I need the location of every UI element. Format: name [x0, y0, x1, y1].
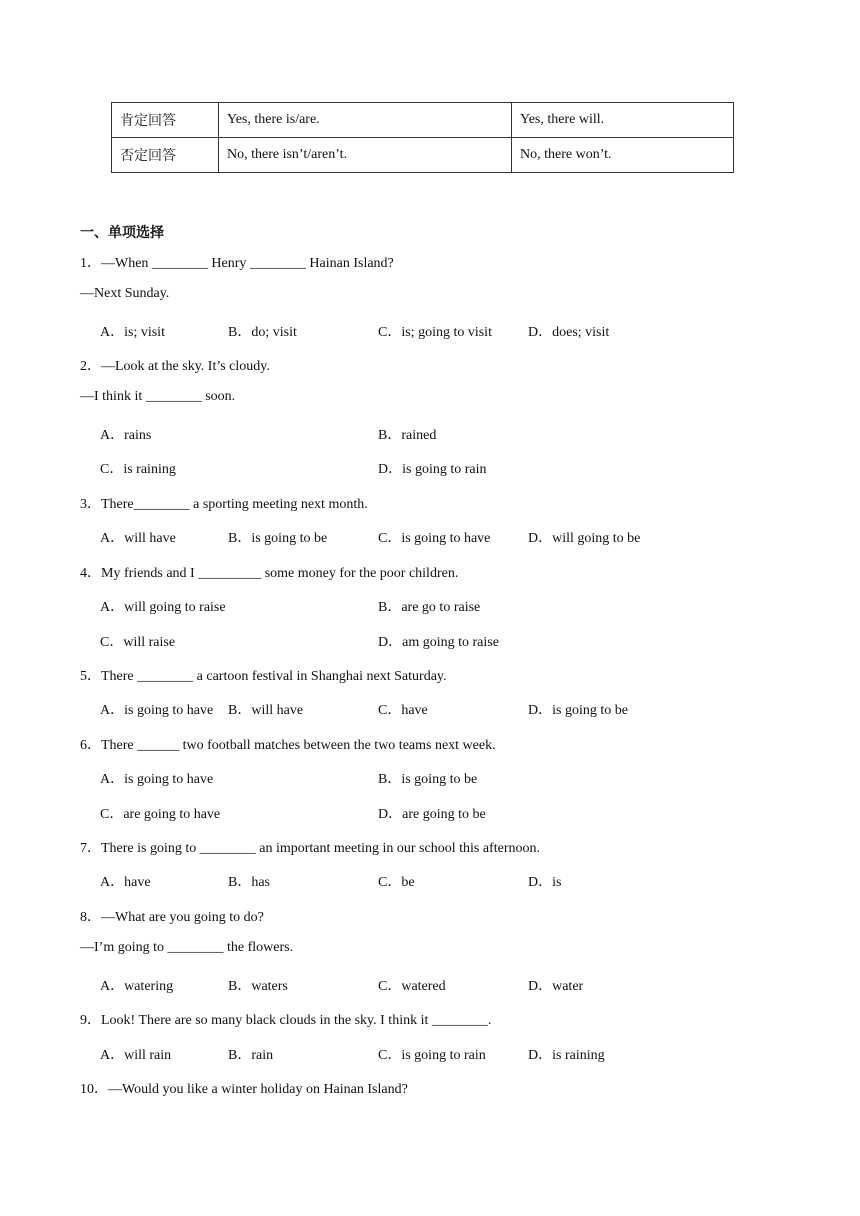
question-4-stem: 4．My friends and I _________ some money for the poor children. — [80, 566, 459, 581]
question-6-option-a[interactable]: A．is going to have — [100, 772, 214, 787]
table-cell: No, there isn’t/aren’t. — [219, 138, 512, 173]
question-2-option-c[interactable]: C．is raining — [100, 462, 176, 477]
question-2-option-b[interactable]: B．rained — [378, 428, 437, 443]
question-9-option-d[interactable]: D．is raining — [528, 1048, 605, 1063]
question-1-answer-line: —Next Sunday. — [80, 286, 170, 301]
question-2-answer-line: —I think it ________ soon. — [80, 389, 236, 404]
question-3-option-d[interactable]: D．will going to be — [528, 531, 641, 546]
question-5-option-d[interactable]: D．is going to be — [528, 703, 628, 718]
table-cell: No, there won’t. — [512, 138, 734, 173]
table-row-negative — [112, 138, 734, 173]
answer-form-table — [111, 102, 734, 173]
question-4-option-b[interactable]: B．are go to raise — [378, 600, 481, 615]
question-5-stem: 5．There ________ a cartoon festival in Shanghai next Saturday. — [80, 669, 447, 684]
question-6-option-d[interactable]: D．are going to be — [378, 807, 486, 822]
question-4-option-a[interactable]: A．will going to raise — [100, 600, 226, 615]
question-8-stem: 8．—What are you going to do? — [80, 910, 264, 925]
question-3-stem: 3．There________ a sporting meeting next month. — [80, 497, 368, 512]
question-1-stem: 1．—When ________ Henry ________ Hainan Island? — [80, 256, 394, 271]
question-1-option-d[interactable]: D．does; visit — [528, 325, 610, 340]
question-5-option-c[interactable]: C．have — [378, 703, 428, 718]
question-3-option-b[interactable]: B．is going to be — [228, 531, 328, 546]
question-4-option-c[interactable]: C．will raise — [100, 635, 176, 650]
question-4-option-d[interactable]: D．am going to raise — [378, 635, 499, 650]
question-7-option-b[interactable]: B．has — [228, 875, 270, 890]
question-6-option-b[interactable]: B．is going to be — [378, 772, 478, 787]
question-8-answer-line: —I’m going to ________ the flowers. — [80, 940, 294, 955]
question-8-option-b[interactable]: B．waters — [228, 979, 288, 994]
question-5-option-a[interactable]: A．is going to have — [100, 703, 214, 718]
table-cell: Yes, there is/are. — [219, 103, 512, 138]
table-cell: 肯定回答 — [112, 103, 219, 138]
question-9-option-c[interactable]: C．is going to rain — [378, 1048, 486, 1063]
question-2-option-d[interactable]: D．is going to rain — [378, 462, 487, 477]
question-3-option-c[interactable]: C．is going to have — [378, 531, 491, 546]
question-2-stem: 2．—Look at the sky. It’s cloudy. — [80, 359, 270, 374]
question-1-option-a[interactable]: A．is; visit — [100, 325, 165, 340]
question-9-option-a[interactable]: A．will rain — [100, 1048, 172, 1063]
question-9-option-b[interactable]: B．rain — [228, 1048, 274, 1063]
question-7-stem: 7．There is going to ________ an important meeting in our school this afternoon. — [80, 841, 540, 856]
table-cell: 否定回答 — [112, 138, 219, 173]
question-1-option-c[interactable]: C．is; going to visit — [378, 325, 492, 340]
question-7-option-a[interactable]: A．have — [100, 875, 151, 890]
question-10-stem: 10．—Would you like a winter holiday on Hainan Island? — [80, 1082, 408, 1097]
table-row-positive — [112, 103, 734, 138]
question-7-option-d[interactable]: D．is — [528, 875, 562, 890]
question-5-option-b[interactable]: B．will have — [228, 703, 304, 718]
question-8-option-c[interactable]: C．watered — [378, 979, 446, 994]
question-9-stem: 9．Look! There are so many black clouds in the sky. I think it ________. — [80, 1013, 492, 1028]
question-6-stem: 6．There ______ two football matches between the two teams next week. — [80, 738, 496, 753]
question-7-option-c[interactable]: C．be — [378, 875, 415, 890]
section-title: 一、单项选择 — [80, 225, 164, 241]
question-8-option-a[interactable]: A．watering — [100, 979, 174, 994]
question-2-option-a[interactable]: A．rains — [100, 428, 152, 443]
question-8-option-d[interactable]: D．water — [528, 979, 584, 994]
question-1-option-b[interactable]: B．do; visit — [228, 325, 297, 340]
table-cell: Yes, there will. — [512, 103, 734, 138]
question-3-option-a[interactable]: A．will have — [100, 531, 176, 546]
question-6-option-c[interactable]: C．are going to have — [100, 807, 221, 822]
